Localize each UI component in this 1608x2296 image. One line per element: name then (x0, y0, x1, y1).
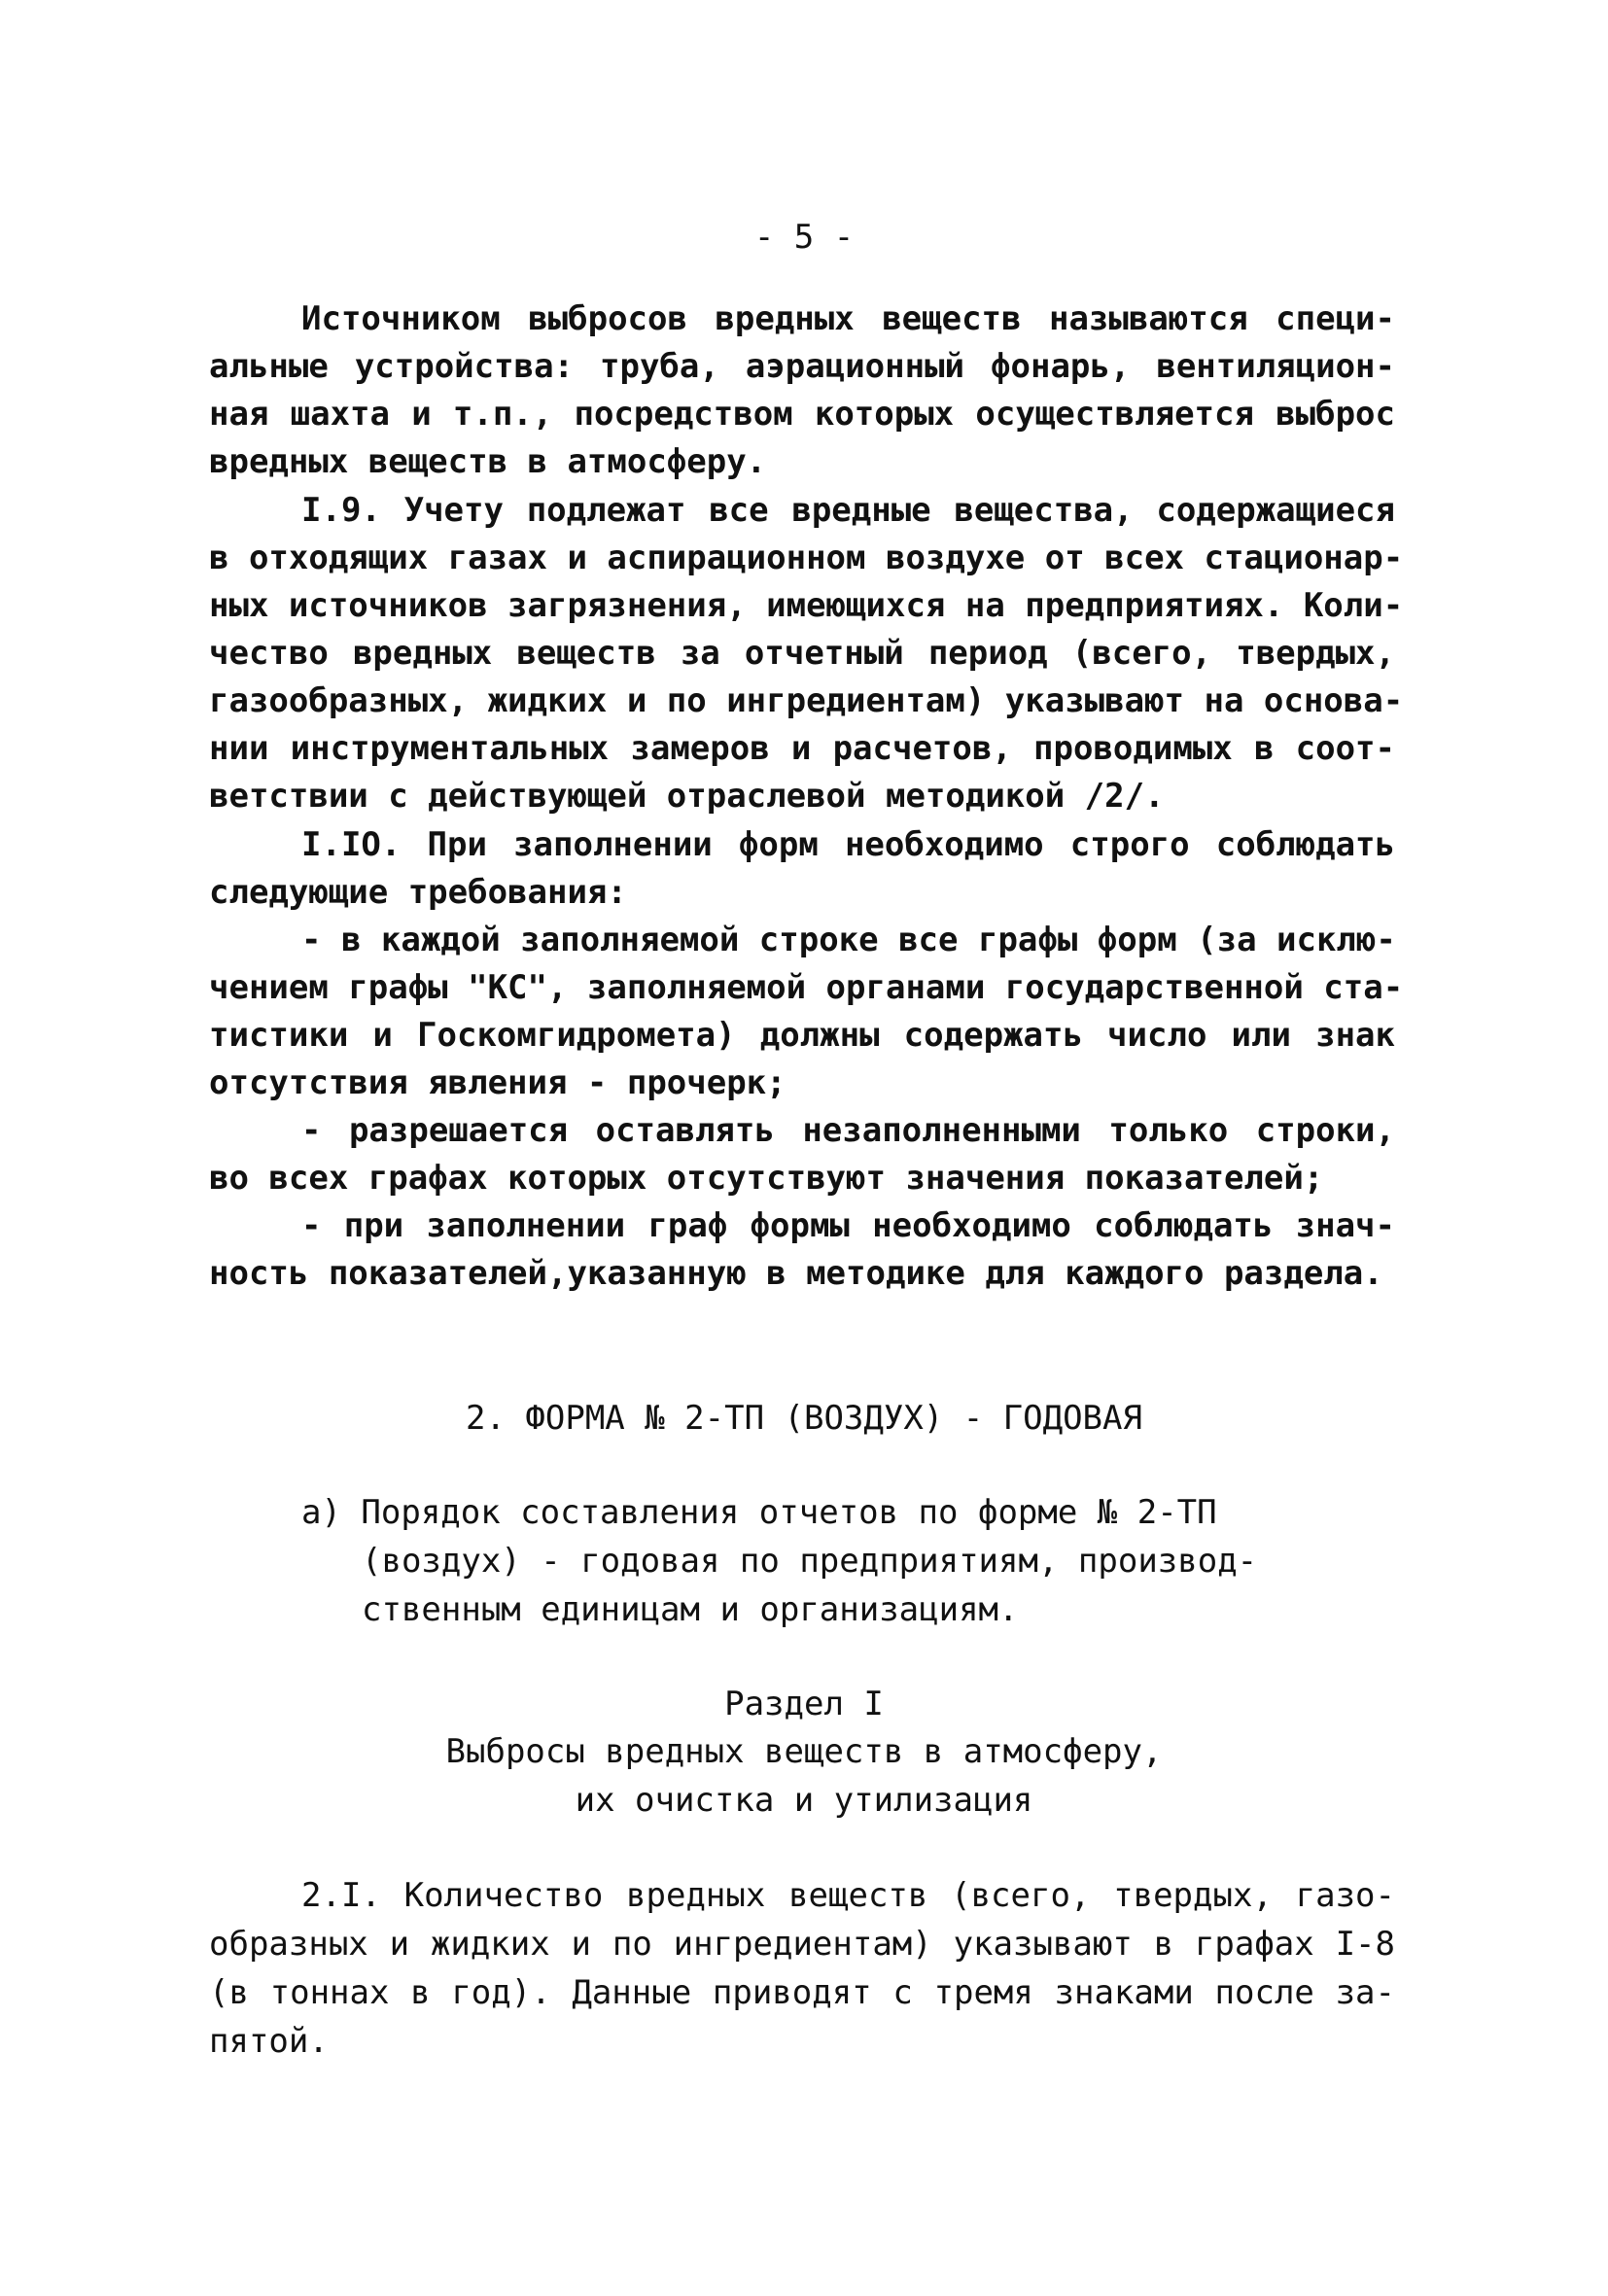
text-line: чество вредных веществ за отчетный период (всего, твердых, (209, 634, 1395, 673)
text-line: 2.I. Количество вредных веществ (всего, твердых, газо- (301, 1876, 1395, 1915)
text-line: (в тоннах в год). Данные приводят с тремя знаками после за- (209, 1973, 1395, 2012)
razdel-subtitle: Выбросы вредных веществ в атмосферу, (445, 1732, 1163, 1771)
text-line: - разрешается оставлять незаполненными только строки, (301, 1111, 1395, 1150)
razdel-title: Раздел I (724, 1685, 884, 1723)
text-line: альные устройства: труба, аэрационный фонарь, вентиляцион- (209, 347, 1395, 386)
text-line: - в каждой заполняемой строке все графы форм (за исклю- (301, 921, 1396, 959)
text-line: в отходящих газах и аспирационном воздухе от всех стационар- (209, 539, 1404, 577)
text-line: следующие требования: (209, 873, 627, 912)
text-line: во всех графах которых отсутствуют значения показателей; (209, 1159, 1324, 1198)
text-line: образных и жидких и по ингредиентам) указывают в графах I-8 (209, 1925, 1395, 1964)
subsection-line: а) Порядок составления отчетов по форме № 2-ТП (301, 1493, 1217, 1532)
text-line: ветствии с действующей отраслевой методикой /2/. (209, 777, 1165, 816)
text-line: отсутствия явления - прочерк; (209, 1063, 787, 1102)
text-line: ность показателей,указанную в методике для каждого раздела. (209, 1254, 1383, 1293)
text-line: I.9. Учету подлежат все вредные вещества, содержащиеся (301, 491, 1395, 530)
text-line: нии инструментальных замеров и расчетов, проводимых в соот- (209, 729, 1395, 768)
subsection-line: ственным единицам и организациям. (362, 1590, 1019, 1629)
text-line: I.IO. При заполнении форм необходимо строго соблюдать (301, 825, 1395, 864)
text-line: тистики и Госкомгидромета) должны содержать число или знак (209, 1016, 1395, 1055)
subsection-line: (воздух) - годовая по предприятиям, производ- (362, 1542, 1258, 1581)
text-line: чением графы "КС", заполняемой органами государственной ста- (209, 968, 1404, 1007)
section-heading: 2. ФОРМА № 2-ТП (ВОЗДУХ) - ГОДОВАЯ (466, 1399, 1142, 1438)
page-number: - 5 - (753, 218, 855, 257)
text-line: - при заполнении граф формы необходимо соблюдать знач- (301, 1206, 1395, 1245)
text-line: ная шахта и т.п., посредством которых осуществляется выброс (209, 395, 1395, 434)
text-line: пятой. (209, 2022, 329, 2061)
text-line: Источником выбросов вредных веществ называются специ- (301, 299, 1395, 338)
text-line: ных источников загрязнения, имеющихся на предприятиях. Коли- (209, 586, 1404, 625)
text-line: газообразных, жидких и по ингредиентам) указывают на основа- (209, 681, 1404, 720)
razdel-subtitle: их очистка и утилизация (575, 1781, 1033, 1820)
text-line: вредных веществ в атмосферу. (209, 442, 767, 481)
